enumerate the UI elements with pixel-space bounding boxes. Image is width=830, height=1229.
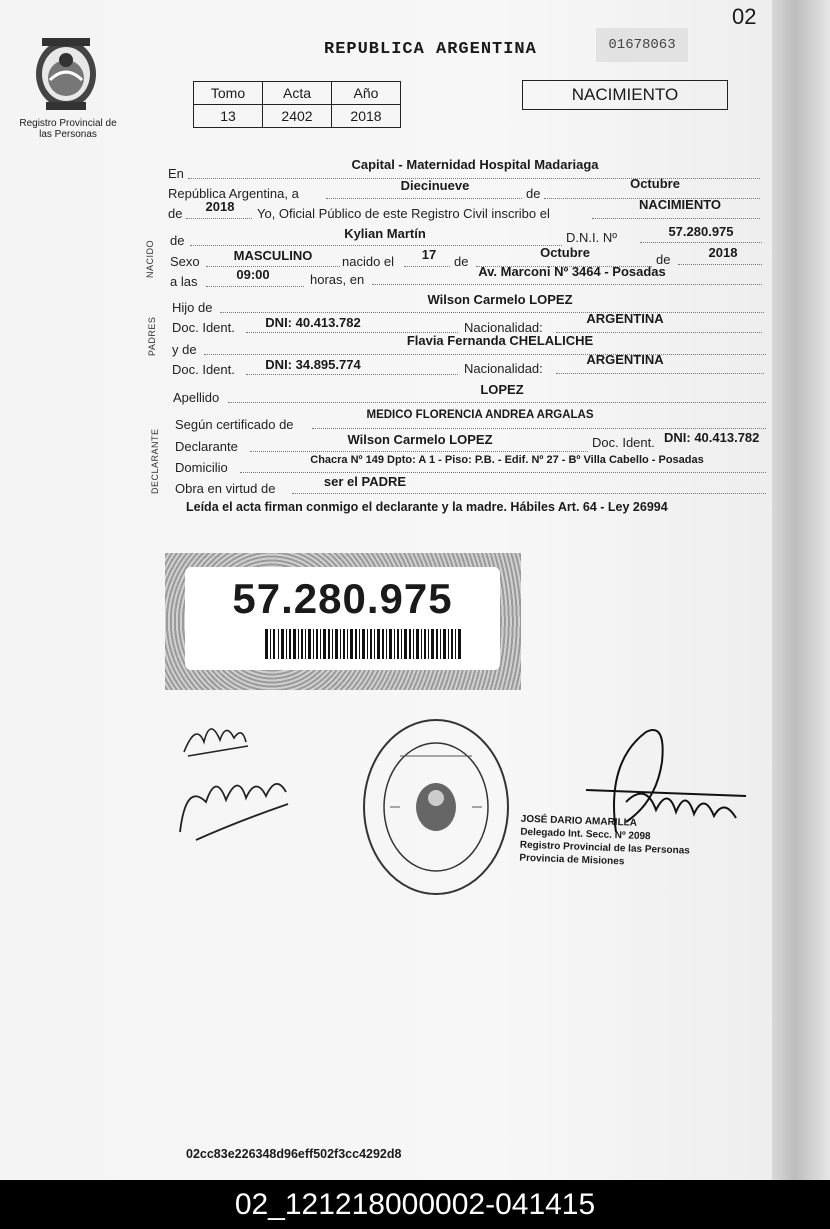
label-hijo-de: Hijo de xyxy=(172,300,213,315)
dotted-line xyxy=(246,374,458,375)
value-dia: Diecinueve xyxy=(400,178,470,193)
dni-plate-label xyxy=(185,567,500,670)
act-table-cell: 2402 xyxy=(263,105,332,128)
official-province: Provincia de Misiones xyxy=(519,852,625,868)
official-role: Delegado Int. Secc. Nº 2098 xyxy=(520,826,651,843)
dotted-line xyxy=(372,284,762,285)
value-sexo: MASCULINO xyxy=(233,248,313,263)
value-nac-dia: 17 xyxy=(421,247,437,262)
dni-plate-number: 57.280.975 xyxy=(232,575,453,622)
value-tipo: NACIMIENTO xyxy=(638,197,722,212)
label-yo: Yo, Oficial Público de este Registro Civil inscribo el xyxy=(257,206,550,221)
barcode-icon xyxy=(265,629,461,659)
label-de3: de xyxy=(170,233,185,248)
act-table-header-row xyxy=(194,82,401,105)
value-declarante-dni: DNI: 40.413.782 xyxy=(664,430,760,445)
dotted-line xyxy=(240,472,766,473)
value-obra: ser el PADRE xyxy=(323,474,407,489)
label-declarante: Declarante xyxy=(175,439,238,454)
label-doc-ident2: Doc. Ident. xyxy=(172,362,235,377)
side-label-padres: PADRES xyxy=(147,316,157,356)
act-type-box: NACIMIENTO xyxy=(522,80,728,110)
official-stamp-icon xyxy=(360,716,512,898)
side-label-declarante: DECLARANTE xyxy=(150,428,160,494)
dotted-line xyxy=(204,354,766,355)
dotted-line xyxy=(326,198,522,199)
value-nombre: Kylian Martín xyxy=(344,226,426,241)
value-declarante: Wilson Carmelo LOPEZ xyxy=(347,432,493,447)
dotted-line xyxy=(312,428,766,429)
label-de4: de xyxy=(454,254,469,269)
signature-icon xyxy=(176,712,306,852)
act-table-value-row xyxy=(194,105,401,128)
value-anio: 2018 xyxy=(205,199,235,214)
dotted-line xyxy=(592,218,760,219)
document-title: REPUBLICA ARGENTINA xyxy=(324,40,537,59)
value-dni: 57.280.975 xyxy=(668,224,734,239)
label-republica: República Argentina, a xyxy=(168,186,299,201)
dotted-line xyxy=(228,402,766,403)
act-table-cell: 13 xyxy=(194,105,263,128)
document-hash: 02cc83e226348d96eff502f3cc4292d8 xyxy=(186,1147,402,1161)
closing-text: Leída el acta firman conmigo el declarante y la madre. Hábiles Art. 64 - Ley 26994 xyxy=(186,500,668,514)
official-office: Registro Provincial de las Personas xyxy=(519,839,690,857)
label-domicilio: Domicilio xyxy=(175,460,228,475)
value-certificado: MEDICO FLORENCIA ANDREA ARGALAS xyxy=(366,409,594,421)
value-direccion: Av. Marconi Nº 3464 - Posadas xyxy=(478,264,666,279)
label-segun: Según certificado de xyxy=(175,417,294,432)
dotted-line xyxy=(186,218,252,219)
act-table-header: Acta xyxy=(263,82,332,105)
provincial-seal-icon xyxy=(32,34,100,112)
value-apellido: LOPEZ xyxy=(480,382,524,397)
value-madre-dni: DNI: 34.895.774 xyxy=(265,357,361,372)
label-y-de: y de xyxy=(172,342,197,357)
footer-id: 02_121218000002-041415 xyxy=(0,1180,830,1229)
value-padre-dni: DNI: 40.413.782 xyxy=(265,315,361,330)
value-hora: 09:00 xyxy=(236,267,270,282)
label-de: de xyxy=(526,186,541,201)
registry-label: Registro Provincial de las Personas xyxy=(19,118,117,140)
dotted-line xyxy=(250,451,588,452)
value-padre: Wilson Carmelo LOPEZ xyxy=(427,292,573,307)
label-nacionalidad2: Nacionalidad: xyxy=(464,361,543,376)
label-doc-ident3: Doc. Ident. xyxy=(592,435,655,450)
label-horas-en: horas, en xyxy=(310,272,365,287)
dotted-line xyxy=(292,493,766,494)
value-domicilio: Chacra Nº 149 Dpto: A 1 - Piso: P.B. - Edif. Nº 27 - Bº Villa Cabello - Posadas xyxy=(310,454,704,466)
side-label-nacido: NACIDO xyxy=(145,239,155,278)
value-madre: Flavia Fernanda CHELALICHE xyxy=(406,333,594,348)
act-table-header: Año xyxy=(332,82,401,105)
label-apellido: Apellido xyxy=(173,390,220,405)
dotted-line xyxy=(556,373,764,374)
page-number: 02 xyxy=(732,4,757,29)
label-de2: de xyxy=(168,206,183,221)
label-a-las: a las xyxy=(170,274,198,289)
label-sexo: Sexo xyxy=(170,254,200,269)
act-table xyxy=(193,81,401,128)
label-doc-ident: Doc. Ident. xyxy=(172,320,235,335)
value-padre-nac: ARGENTINA xyxy=(586,311,664,326)
act-table-header: Tomo xyxy=(194,82,263,105)
official-signature-block xyxy=(519,813,711,872)
act-table-cell: 2018 xyxy=(332,105,401,128)
value-mes: Octubre xyxy=(630,176,680,191)
dotted-line xyxy=(220,312,764,313)
official-name: JOSÉ DARIO AMARILLA xyxy=(520,813,638,829)
label-obra: Obra en virtud de xyxy=(175,481,276,496)
label-nacionalidad: Nacionalidad: xyxy=(464,320,543,335)
value-nac-anio: 2018 xyxy=(708,245,738,260)
dotted-line xyxy=(206,286,304,287)
dni-plate xyxy=(165,553,521,690)
label-de5: de xyxy=(656,252,671,267)
page-edge-shadow xyxy=(772,0,830,1180)
label-dni: D.N.I. Nº xyxy=(566,230,617,245)
label-nacido-el: nacido el xyxy=(342,254,395,269)
serial-number: 01678063 xyxy=(596,28,688,62)
value-nac-mes: Octubre xyxy=(540,245,590,260)
value-lugar: Capital - Maternidad Hospital Madariaga xyxy=(351,157,599,172)
value-madre-nac: ARGENTINA xyxy=(586,352,664,367)
dotted-line xyxy=(640,242,762,243)
label-en: En xyxy=(168,166,184,181)
